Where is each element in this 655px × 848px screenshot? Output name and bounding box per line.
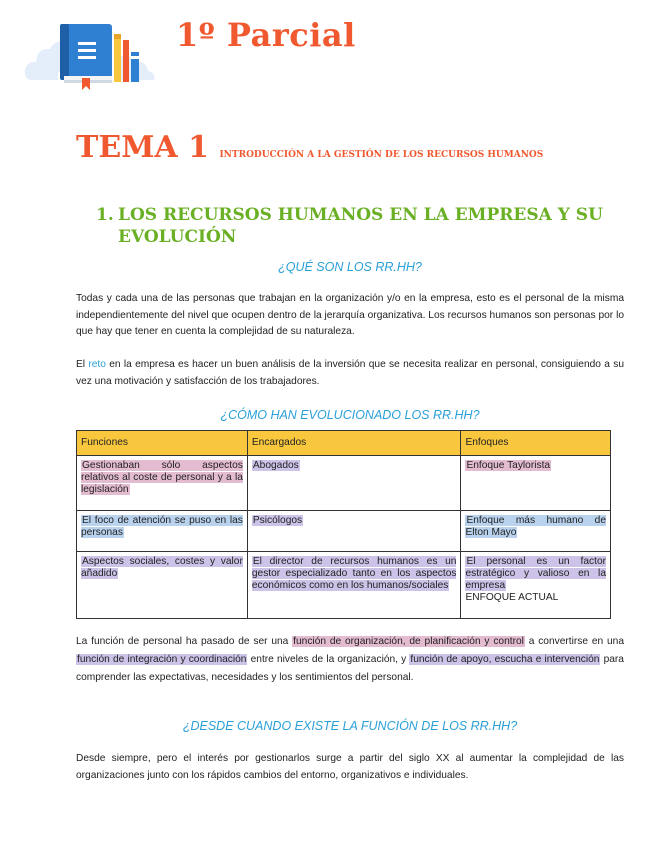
table-cell: [77, 511, 248, 552]
enfoque-actual-label: ENFOQUE ACTUAL: [465, 592, 559, 603]
tema-number: TEMA 1: [76, 130, 209, 165]
tema-subtitle: INTRODUCCIÓN A LA GESTIÓN DE LOS RECURSOS HUMANOS: [219, 150, 544, 160]
highlighted-text: Abogados: [252, 460, 299, 471]
section-title-text: LOS RECURSOS HUMANOS EN LA EMPRESA Y SU EVOLUCIÓN: [118, 205, 603, 247]
text-segment: La función de personal ha pasado de ser una: [76, 636, 293, 647]
highlighted-text: función de organización, de planificación y control: [293, 636, 524, 647]
table-cell: [77, 552, 248, 619]
evolution-table: [76, 430, 611, 619]
text-segment: entre niveles de la organización, y: [247, 654, 410, 665]
table-header-cell: Funciones: [77, 431, 248, 456]
text-segment: para comprender las expectativas, necesidades y los sentimientos del personal.: [76, 654, 624, 683]
reto-word: reto: [88, 359, 106, 370]
highlighted-text: El foco de atención se puso en las personas: [81, 515, 243, 538]
table-cell: [461, 552, 611, 619]
table-row: [77, 456, 611, 511]
page-title: 1º Parcial: [176, 16, 356, 54]
table-cell: [247, 552, 461, 619]
highlighted-text: Aspectos sociales, costes y valor añadido: [81, 556, 243, 579]
section-number: 1.: [96, 205, 114, 225]
table-header-row: [77, 431, 611, 456]
table-cell: [77, 456, 248, 511]
section-title: [96, 204, 616, 248]
paragraph-funcion-personal: [76, 633, 624, 687]
table-row: [77, 552, 611, 619]
highlighted-text: Psicólogos: [252, 515, 303, 526]
subheading-que-son: ¿QUÉ SON LOS RR.HH?: [278, 260, 422, 274]
highlighted-text: función de integración y coordinación: [77, 654, 247, 665]
highlighted-text: El director de recursos humanos es un gestor especializado tanto en los aspectos económicos como en los humanos/sociales: [251, 556, 457, 591]
highlighted-text: Gestionaban sólo aspectos relativos al coste de personal y a la legislación: [81, 460, 243, 495]
tema-header: [76, 130, 543, 165]
table-cell: [247, 456, 461, 511]
text-segment: El: [76, 359, 89, 370]
paragraph-reto: [76, 357, 624, 390]
table-cell: [461, 456, 611, 511]
table-cell: [461, 511, 611, 552]
subheading-desde-cuando: ¿DESDE CUANDO EXISTE LA FUNCIÓN DE LOS RR.HH?: [182, 719, 518, 733]
subheading-evolucion: ¿CÓMO HAN EVOLUCIONADO LOS RR.HH?: [220, 408, 480, 422]
table-row: [77, 511, 611, 552]
text-segment: a convertirse en una: [524, 636, 624, 647]
highlighted-text: Enfoque Taylorista: [466, 460, 551, 471]
highlighted-text: función de apoyo, escucha e intervención: [410, 654, 600, 665]
table-header-cell: Enfoques: [461, 431, 611, 456]
table-cell: [247, 511, 461, 552]
paragraph-definition: Todas y cada una de las personas que trabajan en la organización y/o en la empresa, esto es el personal de la misma independientemente del nivel que ocupen dentro de la jerarquía organizativa. Los recursos humanos son personas por lo que hay que tener en cuenta la complejidad de su naturaleza.: [76, 293, 624, 337]
text-segment: en la empresa es hacer un buen análisis de la inversión que se necesita realizar en personal, consiguiendo a su vez una motivación y satisfacción de los trabajadores.: [76, 359, 625, 387]
paragraph-desde-siempre: Desde siempre, pero el interés por gestionarlos surge a partir del siglo XX al aumentar la complejidad de las organizaciones junto con los rápidos cambios del entorno, organizativos e individuales.: [76, 753, 624, 781]
table-header-cell: Encargados: [247, 431, 461, 456]
highlighted-text: El personal es un factor estratégico y valioso en la empresa: [465, 556, 606, 591]
highlighted-text: Enfoque más humano de Elton Mayo: [465, 515, 606, 538]
books-cloud-icon: [22, 18, 162, 93]
